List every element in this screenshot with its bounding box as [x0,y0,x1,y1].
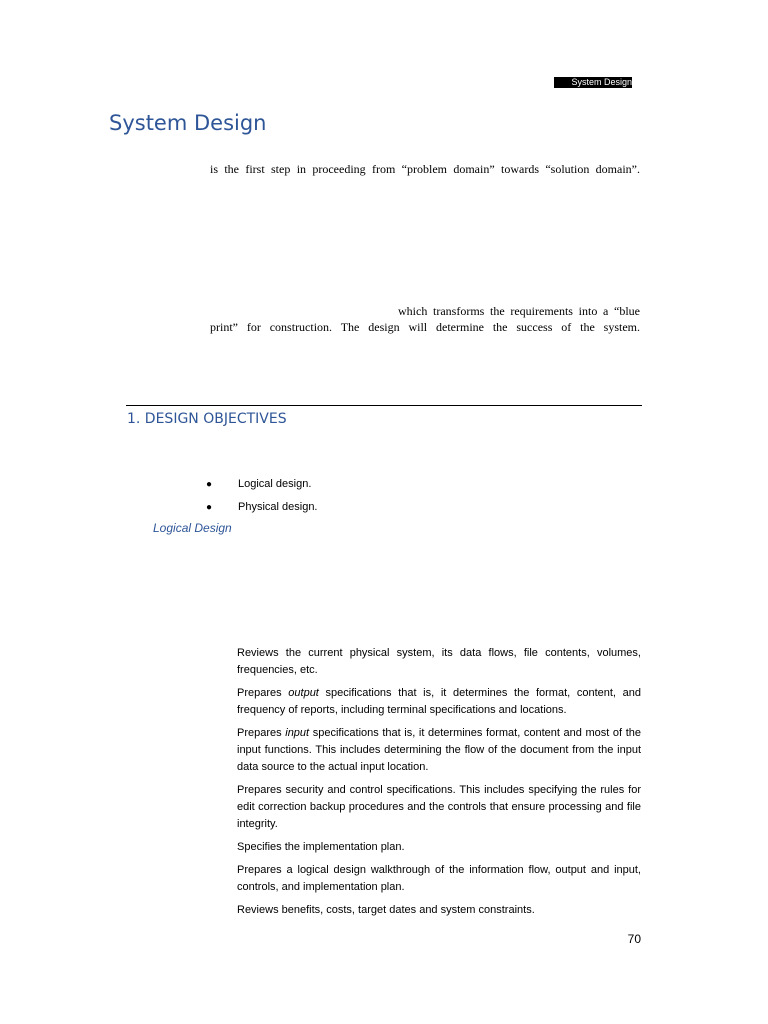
intro-paragraph-line: print” for construction. The design will determine the success of the system. [210,320,640,334]
section-heading: 1. DESIGN OBJECTIVES [127,411,287,427]
emphasis-text: output [288,687,319,699]
bullet-icon: ● [206,479,213,490]
bullet-icon: ● [206,502,213,513]
list-item-text: Physical design. [238,501,318,513]
page-number: 70 [627,932,641,946]
emphasis-text: input [285,727,310,739]
step-paragraph: Specifies the implementation plan. [237,841,405,853]
section-divider [126,405,642,406]
subsection-heading: Logical Design [153,521,232,535]
logical-design-steps [237,645,641,925]
design-types-list [206,476,318,522]
step-paragraph: Prepares security and control specifications. This includes specifying the rules for edit correction backup procedures and the controls that ensure processing and file integrity. [237,784,641,830]
step-paragraph: Prepares a logical design walkthrough of the information flow, output and input, controls, and implementation plan. [237,864,641,893]
running-header-tag: System Design [554,77,632,88]
step-paragraph: Reviews benefits, costs, target dates and system constraints. [237,904,535,916]
intro-paragraph-line: is the first step in proceeding from “problem domain” towards “solution domain”. [210,162,640,176]
step-paragraph: Reviews the current physical system, its data flows, file contents, volumes, frequencies, etc. [237,647,641,676]
intro-paragraph-line: which transforms the requirements into a “blue [398,304,640,318]
step-paragraph: Prepares input specifications that is, it determines format, content and most of the input functions. This includes determining the flow of the document from the input data source to the actual input location. [237,727,641,773]
list-item [206,499,318,522]
step-paragraph: Prepares output specifications that is, it determines the format, content, and frequency of reports, including terminal specifications and locations. [237,687,641,716]
list-item [206,476,318,499]
page-title: System Design [109,111,267,135]
list-item-text: Logical design. [238,478,312,490]
